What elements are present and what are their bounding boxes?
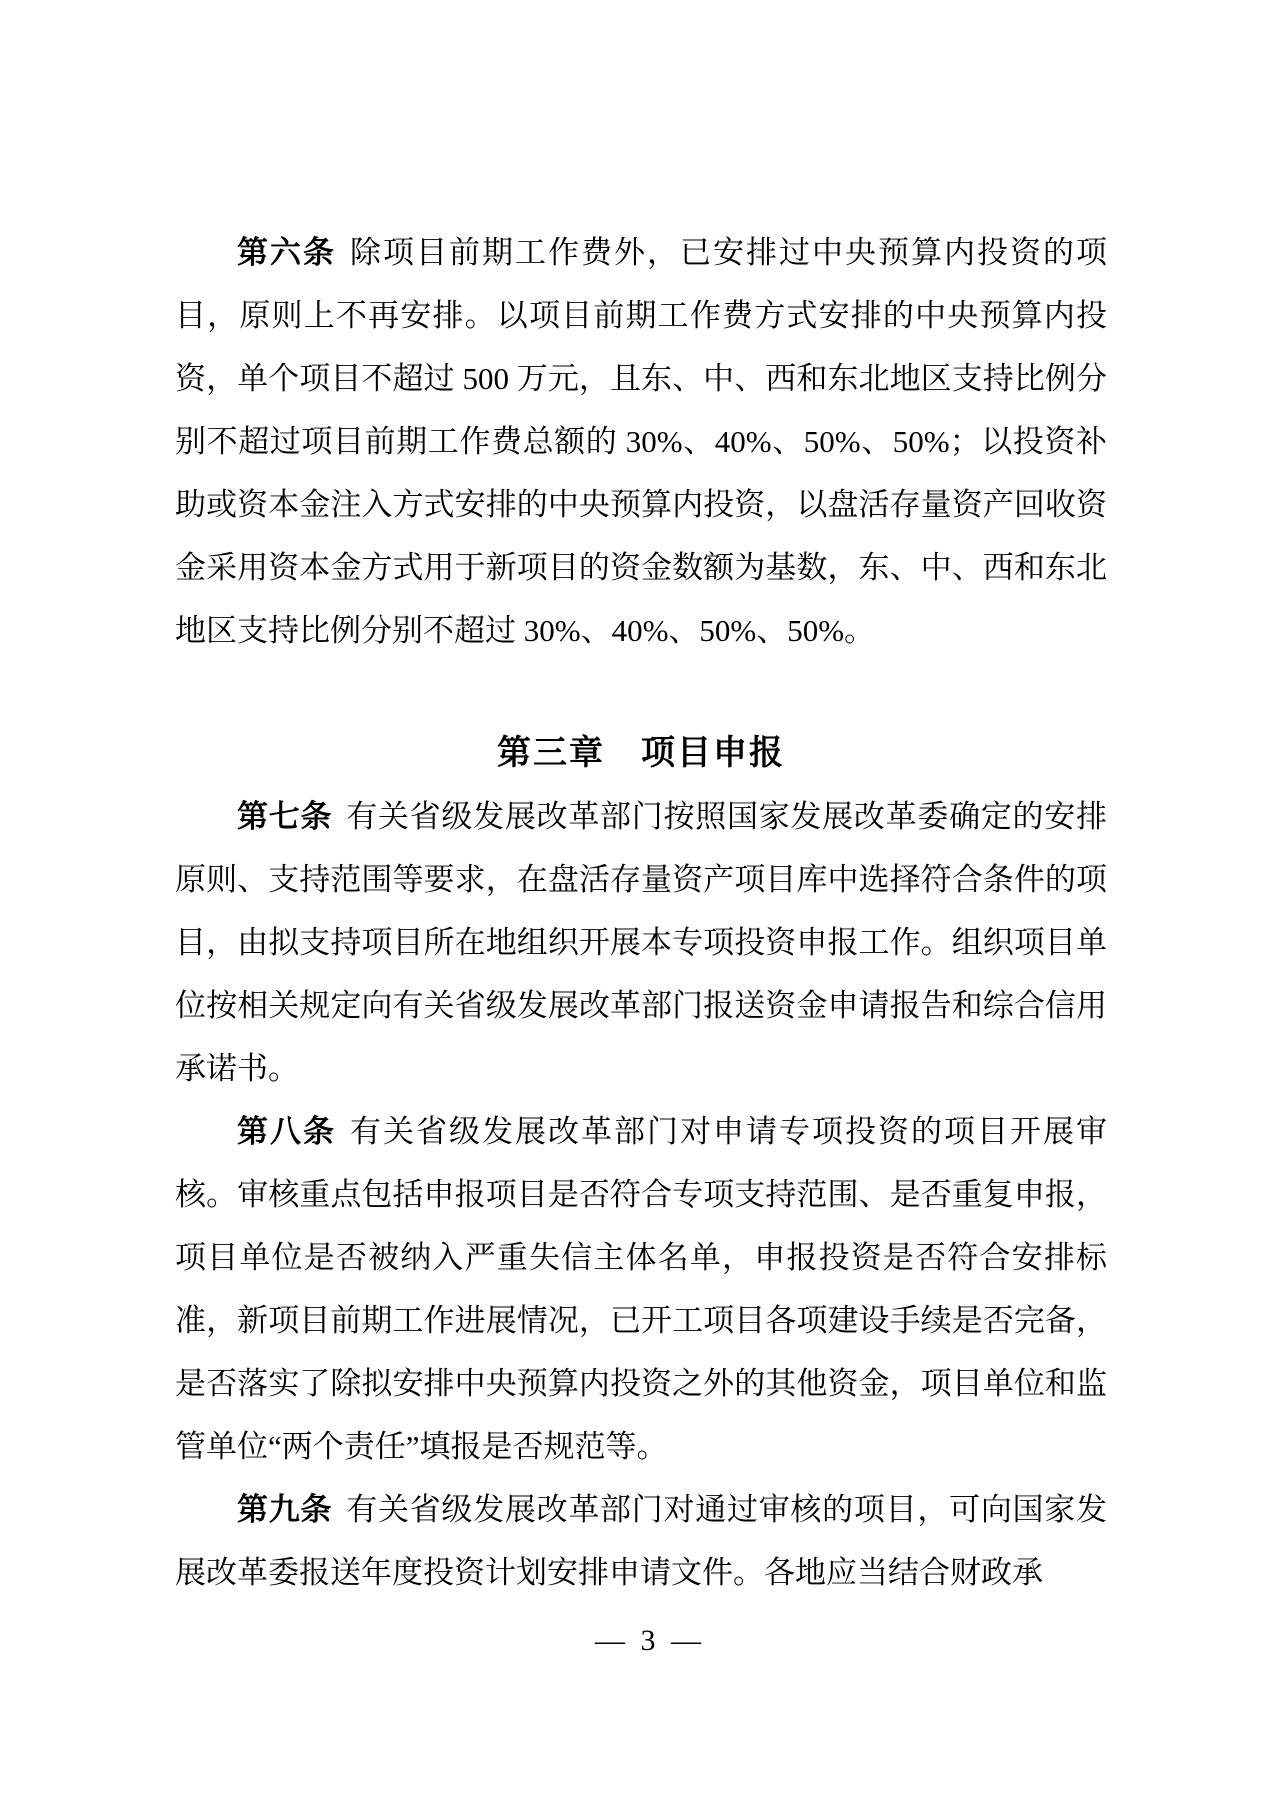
chapter-number: 第三章: [497, 734, 605, 772]
page-number: — 3 —: [595, 1624, 705, 1657]
article-paragraph-8: [175, 1100, 1107, 1478]
article-6-label: 第六条: [237, 235, 336, 270]
article-7-label: 第七条: [237, 799, 333, 834]
article-paragraph-9: [175, 1478, 1107, 1604]
article-9-label: 第九条: [237, 1492, 333, 1527]
article-8-text: 有关省级发展改革部门对申请专项投资的项目开展审核。审核重点包括申报项目是否符合专项支持范围、是否重复申报，项目单位是否被纳入严重失信主体名单，申报投资是否符合安排标准，新项目前期工作进展情况，已开工项目各项建设手续是否完备，是否落实了除拟安排中央预算内投资之外的其他资金，项目单位和监管单位“两个责任”填报是否规范等。: [175, 1114, 1107, 1464]
chapter-heading: [175, 722, 1107, 785]
article-8-label: 第八条: [237, 1114, 336, 1149]
article-paragraph-6: [175, 221, 1107, 662]
article-paragraph-7: [175, 785, 1107, 1100]
article-6-text: 除项目前期工作费外，已安排过中央预算内投资的项目，原则上不再安排。以项目前期工作费方式安排的中央预算内投资，单个项目不超过 500 万元，且东、中、西和东北地区支持比例分别不超过项目前期工作费总额的 30%、40%、50%、50%；以投资补助或资本金注入方式安排的中央预算内投资，以盘活存量资产回收资金采用资本金方式用于新项目的资金数额为基数，东、中、西和东北地区支持比例分别不超过 30%、40%、50%、50%。: [175, 235, 1107, 648]
article-9-text: 有关省级发展改革部门对通过审核的项目，可向国家发展改革委报送年度投资计划安排申请文件。各地应当结合财政承: [175, 1492, 1108, 1590]
document-body: [175, 221, 1107, 1604]
chapter-title: 项目申报: [641, 734, 785, 772]
article-7-text: 有关省级发展改革部门按照国家发展改革委确定的安排原则、支持范围等要求，在盘活存量资产项目库中选择符合条件的项目，由拟支持项目所在地组织开展本专项投资申报工作。组织项目单位按相关规定向有关省级发展改革部门报送资金申请报告和综合信用承诺书。: [175, 799, 1108, 1086]
